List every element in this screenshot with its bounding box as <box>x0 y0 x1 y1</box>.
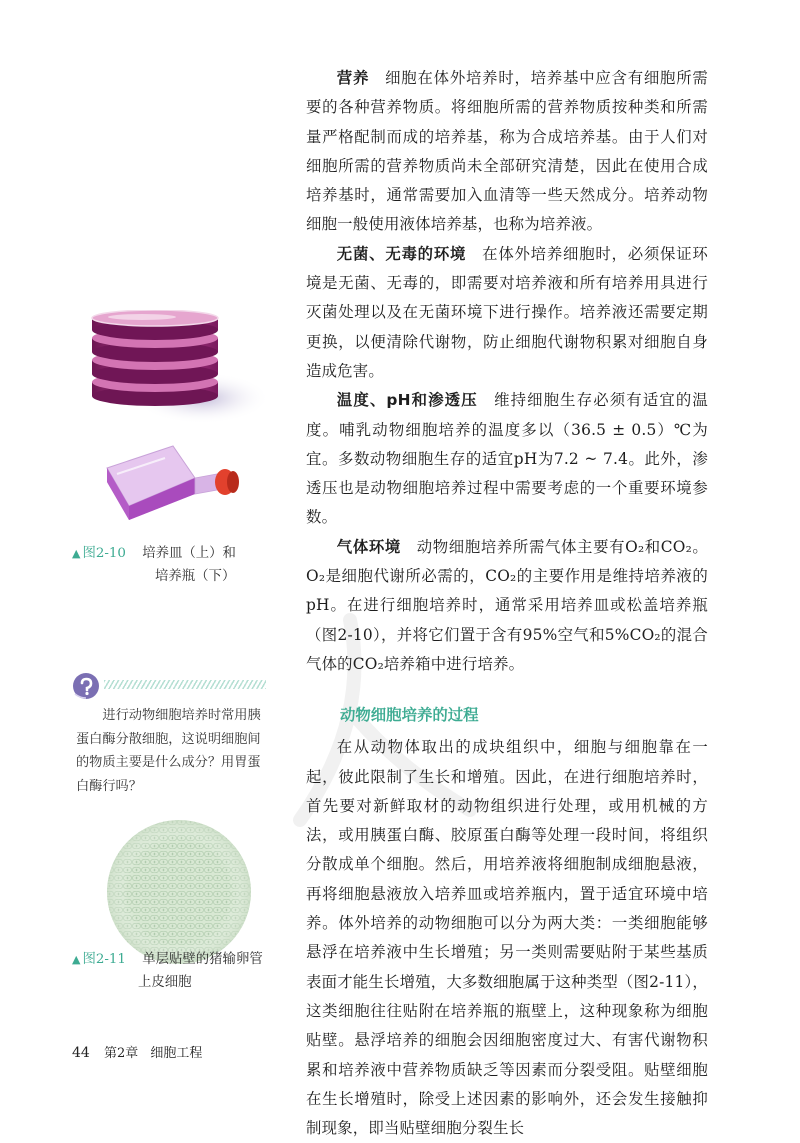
cell-micrograph-image <box>105 818 253 966</box>
figure-number-label: 图2-10 <box>82 546 126 561</box>
paragraph-sterile-environment <box>306 240 708 386</box>
main-text-column <box>306 64 708 1143</box>
figure-caption-line: 上皮细胞 <box>138 975 192 990</box>
paragraph-heading: 气体环境 <box>336 537 401 556</box>
paragraph-gas-environment <box>306 533 708 679</box>
figure-caption-2-10 <box>72 542 236 588</box>
decorative-divider <box>104 680 266 689</box>
figure-caption-line: 培养皿（上）和 <box>142 546 236 561</box>
figure-caption-line: 培养瓶（下） <box>155 569 236 584</box>
paragraph-body: 在体外培养细胞时，必须保证环境是无菌、无毒的，即需要对培养液和所有培养用具进行灭菌处理以及在无菌环境下进行操作。培养液还需要定期更换，以便清除代谢物，防止细胞代谢物积累对细胞自身造成危害。 <box>306 244 708 380</box>
figure-number-label: 图2-11 <box>82 952 126 967</box>
paragraph-culture-process: 在从动物体取出的成块组织中，细胞与细胞靠在一起，彼此限制了生长和增殖。因此，在进行细胞培养时，首先要对新鲜取材的动物组织进行处理，或用机械的方法，或用胰蛋白酶、胶原蛋白酶等处理一段时间，将组织分散成单个细胞。然后，用培养液将细胞制成细胞悬液，再将细胞悬液放入培养皿或培养瓶内，置于适宜环境中培养。体外培养的动物细胞可以分为两大类：一类细胞能够悬浮在培养液中生长增殖；另一类则需要贴附于某些基质表面才能生长增殖，大多数细胞属于这种类型（图2-11），这类细胞往往贴附在培养瓶的瓶壁上，这种现象称为细胞贴壁。悬浮培养的细胞会因细胞密度过大、有害代谢物积累和培养液中营养物质缺乏等因素而分裂受阻。贴壁细胞在生长增殖时，除受上述因素的影响外，还会发生接触抑制现象，即当贴壁细胞分裂生长 <box>306 738 708 1138</box>
page-footer <box>72 1042 202 1061</box>
discussion-question: 进行动物细胞培养时常用胰蛋白酶分散细胞，这说明细胞间的物质主要是什么成分？用胃蛋白酶行吗？ <box>76 708 261 794</box>
section-title: 动物细胞培养的过程 <box>340 706 479 725</box>
figure-caption-line: 单层贴壁的猪输卵管 <box>142 952 263 967</box>
triangle-icon: ▲ <box>72 953 81 966</box>
triangle-icon: ▲ <box>72 547 81 560</box>
paragraph-body: 细胞在体外培养时，培养基中应含有细胞所需要的各种营养物质。将细胞所需的营养物质按种类和所需量严格配制而成的培养基，称为合成培养基。由于人们对细胞所需的营养物质尚未全部研究清楚，因此在使用合成培养基时，通常需要加入血清等一些天然成分。培养动物细胞一般使用液体培养基，也称为培养液。 <box>306 69 708 234</box>
paragraph-temperature-ph <box>306 386 708 532</box>
culture-flask-image <box>95 438 255 538</box>
paragraph-heading: 温度、pH和渗透压 <box>336 391 478 410</box>
paragraph-body: 动物细胞培养所需气体主要有O₂和CO₂。O₂是细胞代谢所必需的，CO₂的主要作用是维持培养液的pH。在进行细胞培养时，通常采用培养皿或松盖培养瓶（图2-10），并将它们置于含有95%空气和5%CO₂的混合气体的CO₂培养箱中进行培养。 <box>306 537 708 673</box>
chapter-title: 细胞工程 <box>150 1046 203 1061</box>
page-number: 44 <box>72 1045 90 1061</box>
paragraph-heading: 无菌、无毒的环境 <box>336 244 467 263</box>
figure-caption-2-11 <box>72 948 263 994</box>
paragraph-heading: 营养 <box>336 69 370 87</box>
chapter-number: 第2章 <box>103 1046 139 1061</box>
paragraph-nutrition <box>306 64 708 240</box>
figure-number <box>72 952 126 967</box>
paragraph-body: 维持细胞生存必须有适宜的温度。哺乳动物细胞培养的温度多以（36.5 ± 0.5）℃为宜。多数动物细胞生存的适宜pH为7.2 ~ 7.4。此外，渗透压也是动物细胞培养过程中需要考虑的一个重要环境参数。 <box>306 391 708 527</box>
question-icon <box>72 672 100 700</box>
petri-dish-stack-image <box>82 310 272 428</box>
figure-number <box>72 546 126 561</box>
